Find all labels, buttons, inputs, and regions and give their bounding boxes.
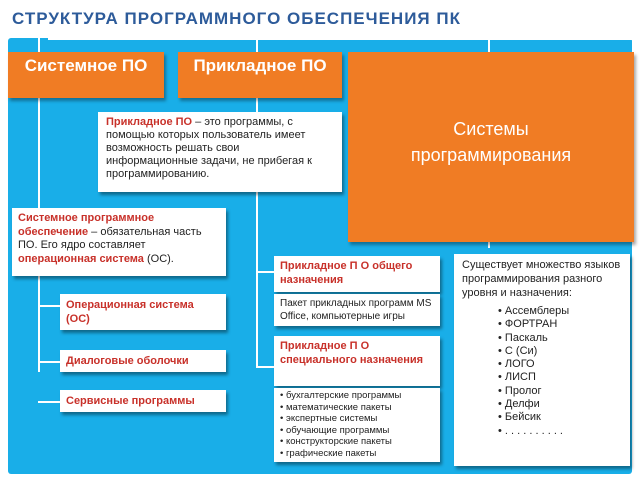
system-term: Системное программное обеспечение	[18, 212, 155, 238]
list-item: • ЛИСП	[498, 371, 622, 384]
special-purpose-list-box	[274, 388, 440, 462]
applied-term: Прикладное ПО	[106, 116, 193, 128]
list-item: • С (Си)	[498, 345, 622, 358]
special-purpose-title: Прикладное П О специального назначения	[280, 340, 424, 366]
applied-definition-box	[98, 112, 342, 192]
list-item: • Бейсик	[498, 411, 622, 424]
system-item-os	[60, 294, 226, 330]
applied-software-label: Прикладное ПО	[193, 56, 327, 75]
list-item: • Пролог	[498, 385, 622, 398]
special-purpose-list	[280, 390, 434, 459]
languages-intro: Существует множество языков программирования разного уровня и назначения:	[462, 259, 621, 299]
page-title: СТРУКТУРА ПРОГРАММНОГО ОБЕСПЕЧЕНИЯ ПК	[12, 9, 461, 28]
connector	[256, 271, 274, 273]
languages-list	[462, 305, 622, 438]
applied-definition-text: – это программы, с помощью которых пользователь имеет возможность решать свои информационные задачи, не прибегая к программированию.	[106, 116, 312, 180]
list-item: • конструкторские пакеты	[280, 436, 434, 448]
programming-systems-label: Системы программирования	[410, 119, 572, 165]
special-purpose-box	[274, 336, 440, 386]
general-purpose-box	[274, 256, 440, 292]
connector	[256, 366, 274, 368]
general-purpose-desc-box	[274, 294, 440, 326]
list-item: • экспертные системы	[280, 413, 434, 425]
system-item-label: Операционная система (ОС)	[66, 299, 194, 325]
list-item: • математические пакеты	[280, 402, 434, 414]
system-software-label: Системное ПО	[24, 56, 148, 75]
list-item: • ЛОГО	[498, 358, 622, 371]
system-software-header	[8, 52, 164, 98]
programming-systems-header	[348, 52, 634, 242]
list-item: • Ассемблеры	[498, 305, 622, 318]
list-item: • . . . . . . . . . .	[498, 425, 622, 438]
general-purpose-desc: Пакет прикладных программ MS Office, компьютерные игры	[280, 298, 432, 322]
system-definition-text: – обязательная часть ПО. Его ядро составляет	[18, 225, 202, 251]
applied-software-header	[178, 52, 342, 98]
system-item-label: Диалоговые оболочки	[66, 355, 189, 367]
system-item-label: Сервисные программы	[66, 395, 195, 407]
general-purpose-title: Прикладное П О общего назначения	[280, 260, 413, 286]
list-item: • графические пакеты	[280, 448, 434, 460]
list-item: • Паскаль	[498, 332, 622, 345]
list-item: • Делфи	[498, 398, 622, 411]
system-item-shells	[60, 350, 226, 372]
list-item: • ФОРТРАН	[498, 318, 622, 331]
system-item-service	[60, 390, 226, 412]
top-connector-line	[48, 38, 632, 40]
os-term: операционная система	[18, 252, 144, 265]
list-item: • обучающие программы	[280, 425, 434, 437]
system-definition-end: (ОС).	[143, 252, 174, 265]
system-definition-box	[12, 208, 226, 276]
languages-box	[454, 254, 630, 466]
list-item: • бухгалтерские программы	[280, 390, 434, 402]
